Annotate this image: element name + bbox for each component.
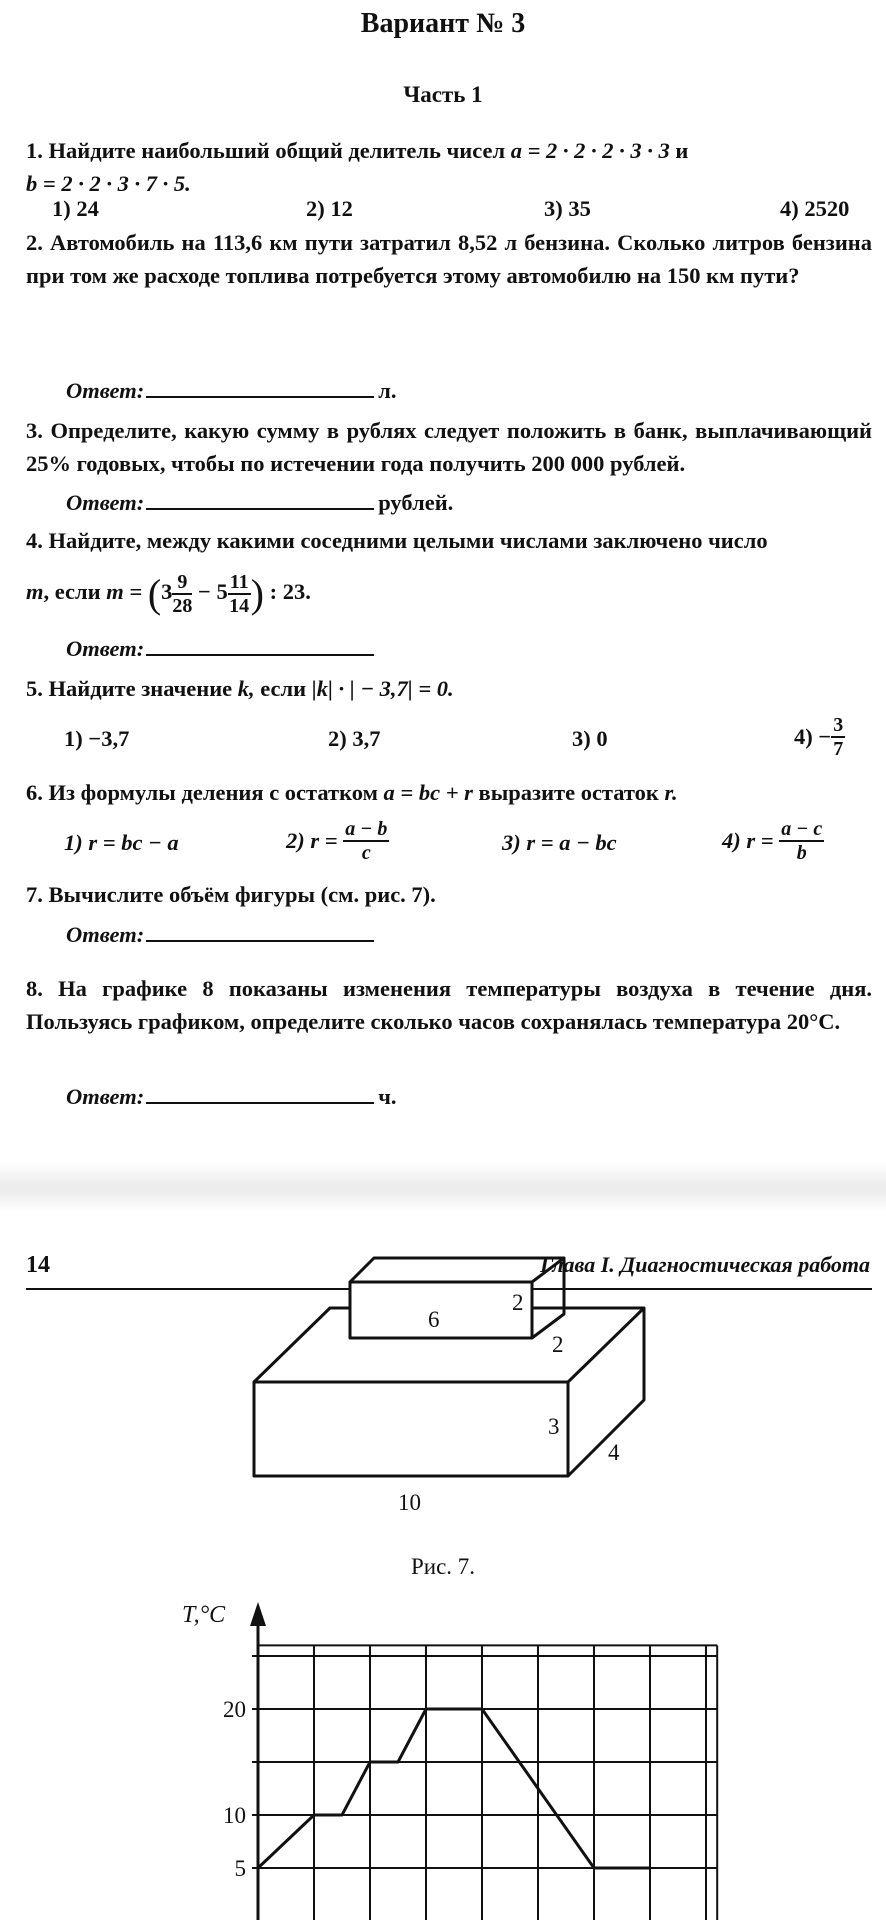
label-top-depth: 2 — [552, 1332, 564, 1357]
q6-option-4-prefix: 4) r = — [722, 828, 774, 853]
top-box-edge-corner — [532, 1258, 564, 1282]
chart-y-label: T,°C — [182, 1602, 226, 1628]
q2-text: Автомобиль на 113,6 км пути затратил 8,52 л бензина. Сколько литров бензина при том же расходе топлива потребуется этому автомобилю на 150 км пути? — [26, 230, 872, 288]
y-tick-label: 20 — [223, 1697, 246, 1722]
temperature-series-line — [258, 1709, 650, 1868]
q4-text: Найдите, между какими соседними целыми числами заключено число — [48, 528, 768, 553]
label-bottom-length: 10 — [398, 1490, 421, 1515]
q1-number: 1. — [26, 138, 43, 163]
chart-series — [258, 1709, 650, 1868]
q1-option-2: 2) 12 — [306, 196, 353, 221]
q6-opt2-num: a − b — [345, 818, 388, 840]
q3-number: 3. — [26, 418, 43, 443]
q3-answer-label: Ответ: — [66, 490, 145, 515]
q4-whole-1: 3 — [161, 579, 173, 604]
q2-answer-unit: л. — [378, 378, 397, 403]
label-bottom-depth: 4 — [608, 1440, 620, 1465]
q5-number: 5. — [26, 676, 43, 701]
q6-formula: a = bc + r — [383, 780, 473, 805]
label-top-length: 6 — [428, 1307, 440, 1332]
q2-number: 2. — [26, 230, 43, 255]
q6-opt4-den: b — [796, 842, 807, 864]
q8-answer — [66, 1080, 397, 1110]
q7-text: Вычислите объём фигуры (см. рис. 7). — [48, 882, 436, 907]
q6-option-1: 1) r = bc − a — [64, 830, 179, 855]
q8-text: На графике 8 показаны изменения температуры воздуха в течение дня. Пользуясь графиком, определите сколько часов сохранялась температура 20°C. — [26, 976, 873, 1034]
figure-7-boxes — [0, 1212, 886, 1552]
q5-var: k, — [237, 676, 255, 701]
q5-opt4-num: 3 — [833, 714, 844, 736]
q3-answer-line[interactable] — [146, 486, 374, 510]
question-3 — [26, 414, 872, 480]
question-4 — [26, 524, 872, 557]
q1-option-1: 1) 24 — [52, 196, 99, 221]
q7-answer-line[interactable] — [146, 918, 374, 942]
q4-minus: − — [198, 579, 211, 604]
q4-fraction-1 — [172, 571, 192, 617]
q1-option-3: 3) 35 — [544, 196, 591, 221]
q1-text: Найдите наибольший общий делитель чисел — [48, 138, 506, 163]
q1-conj: и — [675, 138, 689, 163]
q6-option-2 — [286, 818, 389, 864]
q5-cond: если — [260, 676, 307, 701]
q4-cond: , если — [43, 579, 101, 604]
part-title: Часть 1 — [403, 82, 483, 107]
q8-answer-line[interactable] — [146, 1080, 374, 1104]
question-1 — [26, 134, 872, 200]
q2-answer — [66, 374, 396, 404]
bottom-box-front — [254, 1382, 568, 1476]
question-6 — [26, 776, 872, 809]
temperature-chart — [0, 1592, 886, 1920]
q4-answer-label: Ответ: — [66, 636, 145, 661]
q5-text: Найдите значение — [48, 676, 233, 701]
q2-answer-label: Ответ: — [66, 378, 145, 403]
q4-number: 4. — [26, 528, 43, 553]
q6-opt2-den: c — [361, 842, 371, 864]
q4-answer — [66, 632, 378, 662]
q5-option-1: 1) −3,7 — [64, 726, 130, 751]
chart-y-ticks — [223, 1697, 246, 1881]
bottom-box-edge-corner — [568, 1308, 644, 1382]
q6-option-2-prefix: 2) r = — [286, 828, 338, 853]
q6-text: Из формулы деления с остатком — [48, 780, 378, 805]
q5-option-3: 3) 0 — [572, 726, 608, 751]
q7-answer — [66, 918, 378, 948]
label-top-height: 2 — [512, 1290, 524, 1315]
q5-option-4 — [794, 714, 845, 760]
q4-num-1: 9 — [172, 571, 192, 595]
q3-text: Определите, какую сумму в рублях следует положить в банк, выплачивающий 25% годовых, чтобы по истечении года получить 200 000 рублей. — [26, 418, 873, 476]
q4-tail: : 23. — [269, 579, 311, 604]
label-bottom-height: 3 — [548, 1414, 560, 1439]
q7-number: 7. — [26, 882, 43, 907]
q1-expr-b: b = 2 · 2 · 3 · 7 · 5. — [26, 171, 191, 196]
top-box-front — [350, 1282, 532, 1338]
q4-var: m — [26, 579, 44, 604]
q3-answer-unit: рублей. — [378, 490, 454, 515]
q3-answer — [66, 486, 453, 516]
y-tick-label: 5 — [234, 1856, 246, 1881]
chapter-header: Глава I. Диагностическая работа — [540, 1252, 870, 1277]
question-8 — [26, 972, 872, 1038]
y-tick-label: 10 — [223, 1803, 246, 1828]
chart-grid — [252, 1645, 717, 1920]
q6-option-4-fraction — [779, 818, 824, 864]
q4-expr-lhs: m = — [106, 579, 143, 604]
q4-num-2: 11 — [229, 570, 249, 593]
question-7 — [26, 878, 872, 911]
q6-text-2: выразите остаток — [478, 780, 659, 805]
q5-option-4-fraction — [831, 714, 845, 760]
q6-option-3: 3) r = a − bc — [502, 830, 617, 855]
question-2 — [26, 226, 872, 292]
q5-opt4-den: 7 — [833, 738, 844, 760]
q2-answer-line[interactable] — [146, 374, 374, 398]
q6-var: r. — [664, 780, 678, 805]
q1-option-4: 4) 2520 — [780, 196, 850, 221]
q8-number: 8. — [26, 976, 43, 1001]
q4-whole-2: 5 — [216, 579, 228, 604]
q1-expr-a: a = 2 · 2 · 2 · 3 · 3 — [510, 138, 670, 163]
q6-option-2-fraction — [343, 818, 389, 864]
q8-answer-unit: ч. — [378, 1084, 397, 1109]
figure-7-caption: Рис. 7. — [410, 1554, 476, 1579]
q7-answer-label: Ответ: — [66, 922, 145, 947]
page-2 — [0, 1212, 886, 1920]
q6-option-4 — [722, 818, 824, 864]
question-5 — [26, 672, 872, 705]
q4-answer-line[interactable] — [146, 632, 374, 656]
q8-answer-label: Ответ: — [66, 1084, 145, 1109]
q4-expression: m, если m = (3 $\frac{9}{28}$ − 5 $\frac{11}{14}$ ) : 23. — [26, 570, 311, 617]
page-gap — [0, 1162, 886, 1212]
q4-den-2: 14 — [229, 594, 250, 617]
q4-fraction-2 — [228, 571, 251, 617]
q4-den-1: 28 — [172, 594, 193, 617]
page-number: 14 — [26, 1252, 50, 1278]
q5-expr: |k| · | − 3,7| = 0. — [311, 676, 454, 701]
variant-title: Вариант № 3 — [360, 8, 526, 39]
y-axis-arrow — [250, 1602, 266, 1626]
q6-opt4-num: a − c — [781, 818, 823, 840]
q5-option-2: 2) 3,7 — [328, 726, 381, 751]
q5-option-4-prefix: 4) − — [794, 724, 832, 749]
q6-number: 6. — [26, 780, 43, 805]
